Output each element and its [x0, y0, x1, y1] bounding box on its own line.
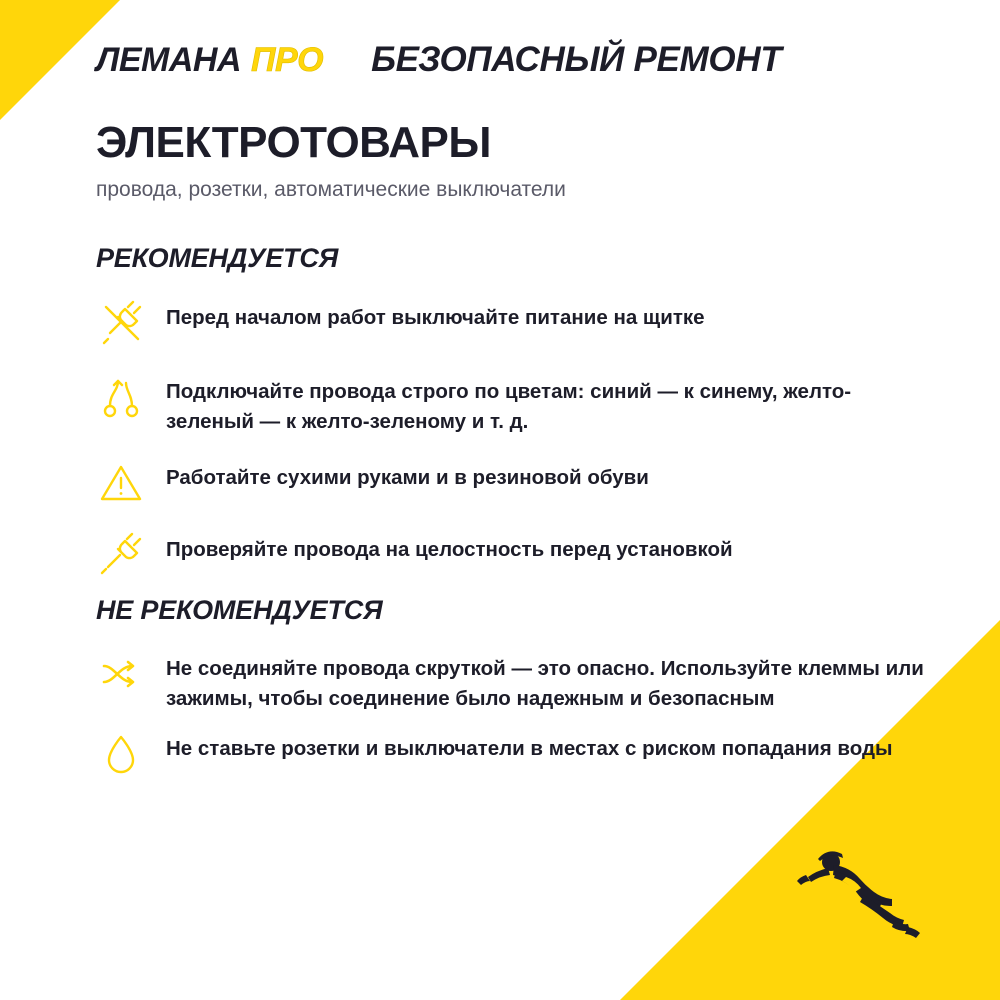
list-item-text: Подключайте провода строго по цветам: синий — к синему, желто-зеленый — к желто-зеленому и т. д. — [166, 380, 852, 433]
page-title: ЭЛЕКТРОТОВАРЫ — [96, 118, 491, 167]
list-item — [96, 297, 926, 347]
list-item — [96, 648, 926, 714]
list-item-text: Проверяйте провода на целостность перед установкой — [166, 538, 733, 561]
warnings-list — [96, 648, 926, 800]
section-heading-recommended: РЕКОМЕНДУЕТСЯ — [96, 243, 339, 273]
list-item-text: Перед началом работ выключайте питание на щитке — [166, 306, 705, 329]
list-item — [96, 457, 926, 507]
list-item — [96, 371, 926, 437]
wires-colors-icon — [96, 371, 166, 421]
list-item-text: Не ставьте розетки и выключатели в местах с риском попадания воды — [166, 737, 893, 760]
list-item-text: Не соединяйте провода скруткой — это опасно. Используйте клеммы или зажимы, чтобы соединение было надежным и безопасным — [166, 657, 924, 710]
list-item-text: Работайте сухими руками и в резиновой обуви — [166, 466, 649, 489]
brand-logo — [96, 41, 323, 80]
header — [96, 40, 940, 80]
brand-logo-accent: ПРО — [251, 40, 324, 79]
list-item — [96, 728, 926, 778]
recommendations-list — [96, 297, 926, 601]
brand-logo-main: ЛЕМАНА — [96, 40, 242, 79]
warning-triangle-icon — [96, 457, 166, 507]
plug-check-icon — [96, 529, 166, 579]
campaign-title: БЕЗОПАСНЫЙ РЕМОНТ — [371, 40, 782, 79]
list-item — [96, 529, 926, 579]
section-heading-not-recommended: НЕ РЕКОМЕНДУЕТСЯ — [96, 595, 383, 625]
water-drop-icon — [96, 728, 166, 778]
flying-worker-mascot — [790, 835, 940, 945]
page-subtitle: провода, розетки, автоматические выключатели — [96, 178, 566, 201]
plug-crossed-icon — [96, 297, 166, 347]
twisted-wires-icon — [96, 648, 166, 698]
